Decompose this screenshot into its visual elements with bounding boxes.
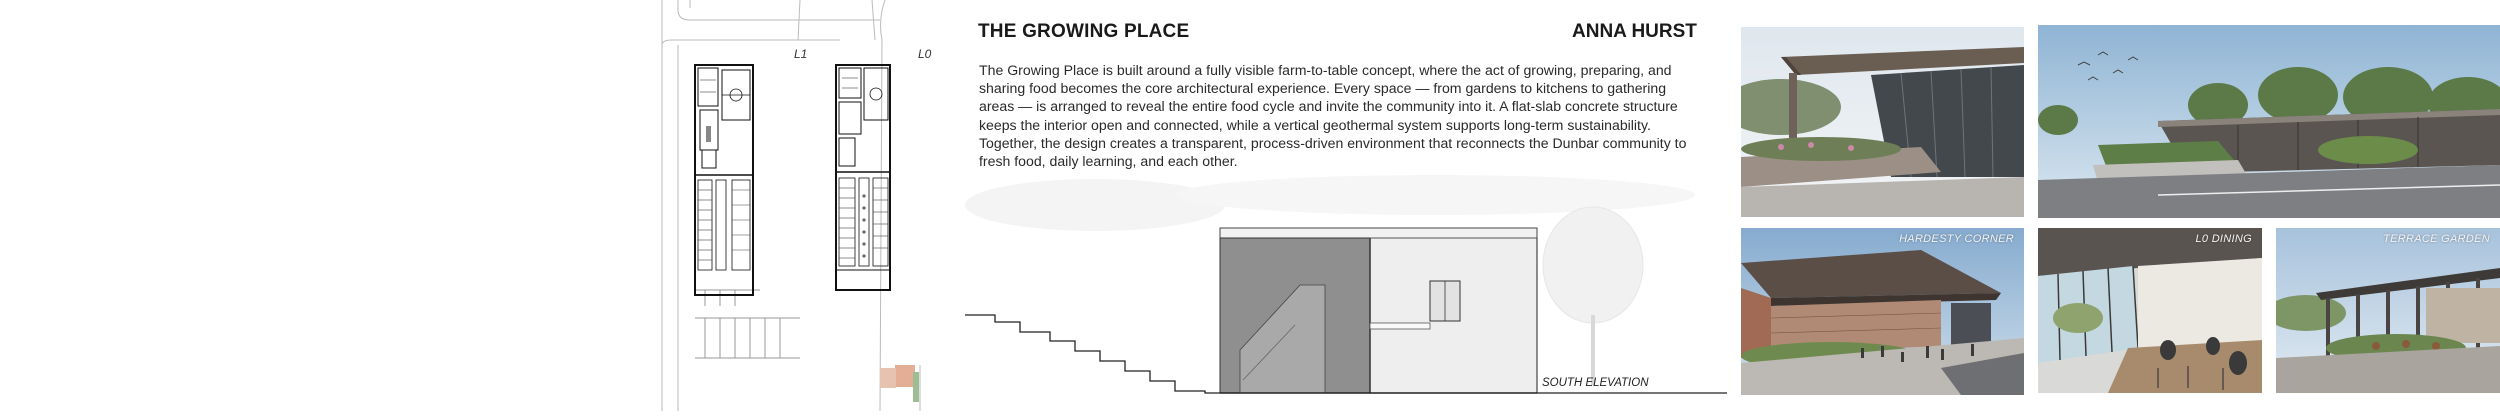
project-title: THE GROWING PLACE — [978, 21, 1190, 42]
render-terrace-garden — [2276, 228, 2500, 393]
render-canopy-walkway — [1741, 27, 2024, 217]
south-elevation — [965, 175, 1727, 411]
render-hardesty-corner — [1741, 228, 2024, 395]
floor-plans — [650, 0, 950, 411]
render-aerial-view — [2038, 25, 2500, 218]
plan-label-l1: L1 — [794, 47, 808, 61]
render-label-hardesty: HARDESTY CORNER — [1899, 233, 2014, 245]
render-l0-dining — [2038, 228, 2262, 393]
project-description: The Growing Place is built around a fully visible farm-to-table concept, where the act of growing, preparing, and sharing food becomes the core architectural experience. Every space — from gardens to kitchens to gathering areas — is arranged to reveal the entire food cycle and invite the community into it. A flat-slab concrete structure keeps the interior open and connected, while a vertical geothermal system supports long-term sustainability. Together, the design creates a transparent, process-driven environment that reconnects the Dunbar community to fresh food, daily learning, and each other. — [979, 62, 1687, 170]
render-label-dining: L0 DINING — [2195, 233, 2252, 245]
elevation-label: SOUTH ELEVATION — [1542, 377, 1649, 389]
render-label-terrace: TERRACE GARDEN — [2383, 233, 2490, 245]
author-name: ANNA HURST — [1572, 21, 1697, 42]
plan-label-l0: L0 — [918, 47, 932, 61]
south-elevation-drawing — [965, 175, 1727, 411]
floor-plans-drawing — [650, 0, 950, 411]
